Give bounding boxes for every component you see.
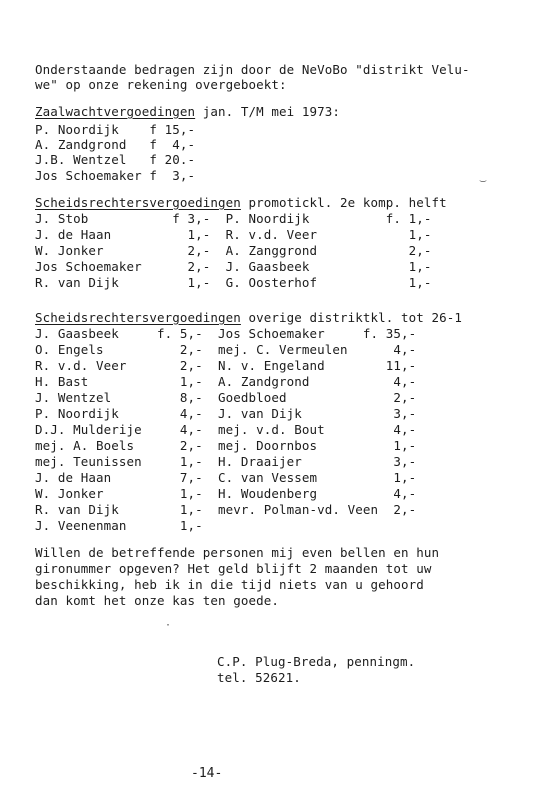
zaal-row: Jos Schoemaker f 3,- <box>35 168 196 183</box>
intro-line-1: Onderstaande bedragen zijn door de NeVoBo "distrikt Velu- <box>35 62 470 77</box>
zaal-row: J.B. Wentzel f 20.- <box>35 152 196 167</box>
closing-line-2: gironummer opgeven? Het geld blijft 2 maanden tot uw <box>35 561 432 576</box>
scheids1-heading <box>35 195 447 210</box>
scheids1-row: J. Stob f 3,- P. Noordijk f. 1,- <box>35 211 432 226</box>
scheids2-row: W. Jonker 1,- H. Woudenberg 4,- <box>35 486 417 501</box>
scheids2-heading <box>35 310 462 325</box>
scheids2-row: R. van Dijk 1,- mevr. Polman-vd. Veen 2,- <box>35 502 417 517</box>
zaal-heading-underlined: Zaalwachtvergoedingen <box>35 104 196 119</box>
closing-line-4: dan komt het onze kas ten goede. <box>35 593 280 608</box>
scheids2-row: J. Gaasbeek f. 5,- Jos Schoemaker f. 35,- <box>35 326 417 341</box>
closing-line-3: beschikking, heb ik in die tijd niets van u gehoord <box>35 577 424 592</box>
signature-line-2: tel. 52621. <box>217 670 301 685</box>
zaal-row: P. Noordijk f 15,- <box>35 122 196 137</box>
scheids2-heading-underlined: Scheidsrechtersvergoedingen <box>35 310 241 325</box>
scheids2-row: O. Engels 2,- mej. C. Vermeulen 4,- <box>35 342 417 357</box>
scheids2-row: D.J. Mulderije 4,- mej. v.d. Bout 4,- <box>35 422 417 437</box>
scheids2-row: R. v.d. Veer 2,- N. v. Engeland 11,- <box>35 358 417 373</box>
scheids1-row: W. Jonker 2,- A. Zanggrond 2,- <box>35 243 432 258</box>
zaal-row: A. Zandgrond f 4,- <box>35 137 196 152</box>
closing-line-1: Willen de betreffende personen mij even bellen en hun <box>35 545 440 560</box>
zaal-heading <box>35 104 340 119</box>
scheids2-row: mej. A. Boels 2,- mej. Doornbos 1,- <box>35 438 417 453</box>
intro-line-2: we" op onze rekening overgeboekt: <box>35 77 287 92</box>
zaal-heading-rest: jan. T/M mei 1973: <box>195 104 341 119</box>
scheids2-heading-rest: overige distriktkl. tot 26-1 <box>240 310 463 325</box>
scheids2-row: mej. Teunissen 1,- H. Draaijer 3,- <box>35 454 417 469</box>
signature-line-1: C.P. Plug-Breda, penningm. <box>217 654 416 669</box>
scheids1-row: R. van Dijk 1,- G. Oosterhof 1,- <box>35 275 432 290</box>
scheids1-row: J. de Haan 1,- R. v.d. Veer 1,- <box>35 227 432 242</box>
page-number: -14- <box>191 766 223 781</box>
stray-mark: ‿ <box>480 172 487 183</box>
scheids1-heading-rest: promotickl. 2e komp. helft <box>240 195 447 210</box>
scheids2-row: H. Bast 1,- A. Zandgrond 4,- <box>35 374 417 389</box>
stray-mark: · <box>165 620 172 631</box>
scheids2-row: J. de Haan 7,- C. van Vessem 1,- <box>35 470 417 485</box>
scheids1-row: Jos Schoemaker 2,- J. Gaasbeek 1,- <box>35 259 432 274</box>
scheids2-row: J. Veenenman 1,- <box>35 518 203 533</box>
scheids2-row: J. Wentzel 8,- Goedbloed 2,- <box>35 390 417 405</box>
scheids1-heading-underlined: Scheidsrechtersvergoedingen <box>35 195 241 210</box>
scheids2-row: P. Noordijk 4,- J. van Dijk 3,- <box>35 406 417 421</box>
